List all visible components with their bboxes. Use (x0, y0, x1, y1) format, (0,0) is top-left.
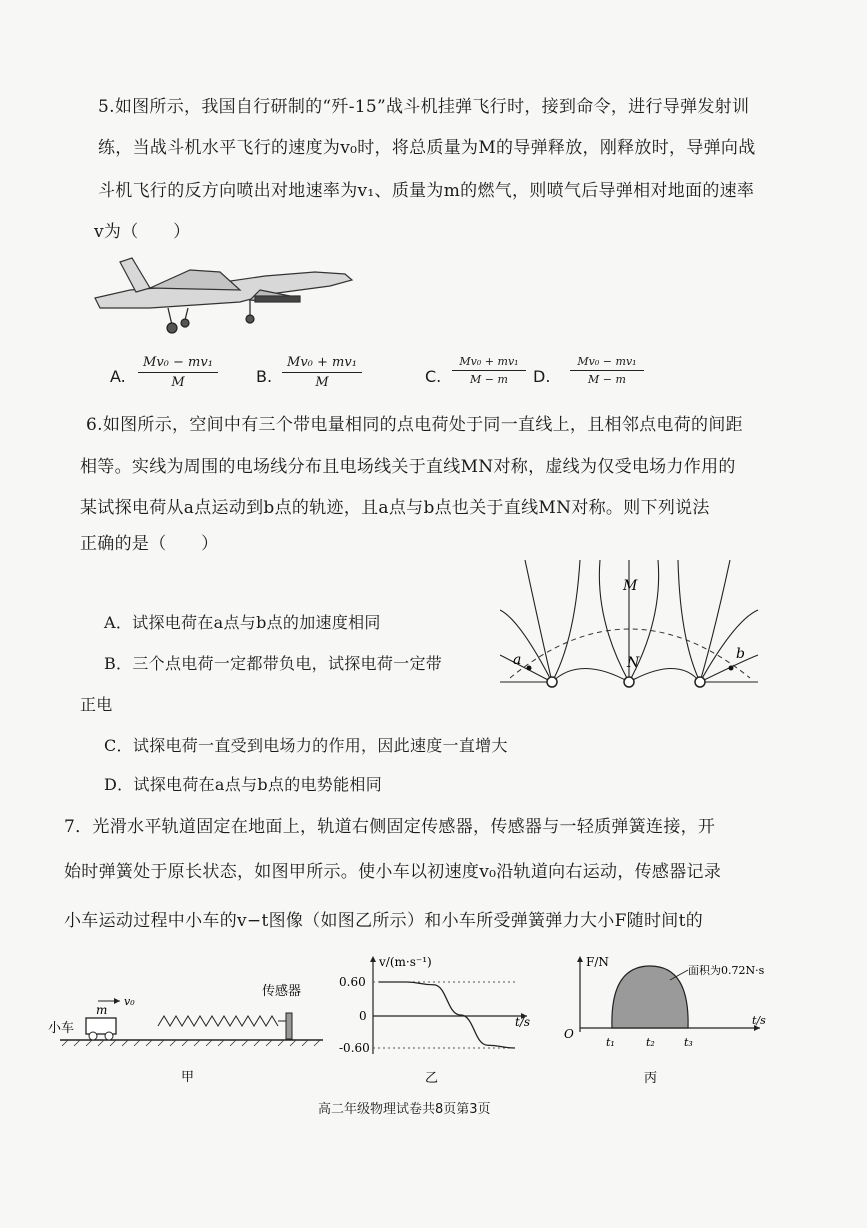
q6-line-3: 某试探电荷从a点运动到b点的轨迹，且a点与b点也关于直线MN对称。则下列说法 (80, 498, 710, 518)
area-label: 面积为0.72N·s (688, 964, 765, 977)
q7-line-3: 小车运动过程中小车的v−t图像（如图乙所示）和小车所受弹簧弹力大小F随时间t的 (64, 911, 704, 931)
sensor-block (286, 1013, 292, 1039)
q6-option-a: A．试探电荷在a点与b点的加速度相同 (104, 613, 381, 632)
jet-store (255, 296, 300, 302)
figure-bing (560, 952, 775, 1088)
field-line (552, 669, 629, 683)
bing-ylabel: F/N (586, 955, 609, 969)
landing-wheel-front (246, 315, 254, 323)
q5-option-c-letter: C. (425, 367, 442, 386)
caption-bing: 丙 (644, 1071, 658, 1086)
caption-yi: 乙 (425, 1071, 439, 1086)
q6-option-d: D．试探电荷在a点与b点的电势能相同 (104, 775, 383, 794)
page-footer: 高二年级物理试卷共8页第3页 (318, 1102, 491, 1117)
yi-tick-top: 0.60 (339, 975, 366, 989)
label-n: N (627, 655, 640, 671)
q5-option-b-letter: B. (256, 367, 273, 386)
q5-option-a-letter: A. (110, 367, 126, 386)
figure-yi-chart (335, 950, 535, 1088)
q5-option-a-den: M (171, 375, 185, 390)
q5-option-d-fraction (570, 355, 644, 386)
y-axis-arrow (370, 956, 376, 962)
q5-option-b-den: M (315, 375, 329, 390)
q5-option-c-num: Mv₀ + mv₁ (452, 355, 526, 371)
v0-label: v₀ (124, 995, 135, 1008)
force-area (612, 966, 688, 1028)
velocity-arrowhead (114, 998, 120, 1004)
field-line (525, 560, 552, 682)
cart-label: 小车 (48, 1021, 75, 1036)
caption-jia: 甲 (181, 1070, 195, 1085)
q5-option-d-den: M − m (588, 373, 626, 386)
q6-option-b-cont: 正电 (80, 695, 113, 714)
t3-label: t₃ (684, 1036, 693, 1049)
field-line (629, 669, 700, 683)
jet-wing (150, 270, 240, 290)
vt-curve-line (379, 982, 515, 1048)
field-line (500, 655, 552, 682)
charge-center (624, 677, 634, 687)
yi-tick-bottom: -0.60 (339, 1041, 370, 1055)
landing-wheel-rear (167, 323, 177, 333)
electric-field-figure (500, 560, 760, 695)
field-line (700, 610, 758, 682)
q5-line-3: 斗机飞行的反方向喷出对地速率为v₁、质量为m的燃气，则喷气后导弹相对地面的速率 (98, 181, 755, 201)
field-line (700, 560, 730, 682)
f-axis-arrow (577, 956, 583, 962)
q5-option-c-fraction (452, 355, 526, 386)
q6-option-c: C．试探电荷一直受到电场力的作用，因此速度一直增大 (104, 736, 508, 755)
q6-line-4: 正确的是（ ） (80, 534, 219, 554)
point-b (729, 666, 734, 671)
charge-right (695, 677, 705, 687)
fighter-jet-figure (90, 250, 355, 345)
charge-left (547, 677, 557, 687)
t1-label: t₁ (606, 1036, 615, 1049)
q6-line-1: 6.如图所示，空间中有三个带电量相同的点电荷处于同一直线上，且相邻点电荷的间距 (86, 415, 743, 435)
q5-option-b-fraction (282, 355, 362, 390)
cart-wheel (105, 1032, 113, 1040)
origin-label: O (564, 1027, 574, 1041)
landing-wheel-rear-2 (181, 319, 189, 327)
label-a: a (513, 652, 522, 668)
point-a (527, 666, 532, 671)
q5-option-d-num: Mv₀ − mv₁ (570, 355, 644, 371)
yi-xlabel: t/s (515, 1015, 531, 1029)
cart-body (86, 1018, 116, 1034)
q5-line-2: 练，当战斗机水平飞行的速度为v₀时，将总质量为M的导弹释放，刚释放时，导弹向战 (98, 138, 756, 158)
cart-mass: m (96, 1003, 108, 1017)
field-line (552, 560, 580, 682)
yi-ylabel: v/(m·s⁻¹) (379, 955, 432, 969)
q7-line-2: 始时弹簧处于原长状态，如图甲所示。使小车以初速度v₀沿轨道向右运动，传感器记录 (64, 862, 722, 882)
q6-line-2: 相等。实线为周围的电场线分布且电场线关于直线MN对称，虚线为仅受电场力作用的 (80, 457, 736, 477)
field-line (678, 560, 700, 682)
figure-jia (48, 958, 330, 1088)
q5-option-c-den: M − m (470, 373, 508, 386)
spring (158, 1016, 278, 1026)
yi-tick-zero: 0 (359, 1009, 367, 1023)
q6-option-b: B．三个点电荷一定都带负电，试探电荷一定带 (104, 654, 443, 673)
q5-line-1: 5.如图所示，我国自行研制的“歼-15”战斗机挂弹飞行时，接到命令，进行导弹发射训 (98, 97, 750, 117)
q5-option-a-fraction (138, 355, 218, 390)
q5-option-b-num: Mv₀ + mv₁ (282, 355, 362, 373)
q7-line-1: 7．光滑水平轨道固定在地面上，轨道右侧固定传感器，传感器与一轻质弹簧连接，开 (64, 817, 716, 837)
jet-tail-fin (120, 258, 150, 292)
label-m: M (623, 578, 638, 594)
q5-line-4: v为（ ） (94, 222, 191, 242)
q5-option-a-num: Mv₀ − mv₁ (138, 355, 218, 373)
sensor-label: 传感器 (262, 984, 302, 999)
bing-xlabel: t/s (752, 1014, 766, 1027)
t2-label: t₂ (646, 1036, 655, 1049)
q5-option-d-letter: D. (533, 367, 551, 386)
label-b: b (736, 646, 745, 662)
cart-wheel (89, 1032, 97, 1040)
